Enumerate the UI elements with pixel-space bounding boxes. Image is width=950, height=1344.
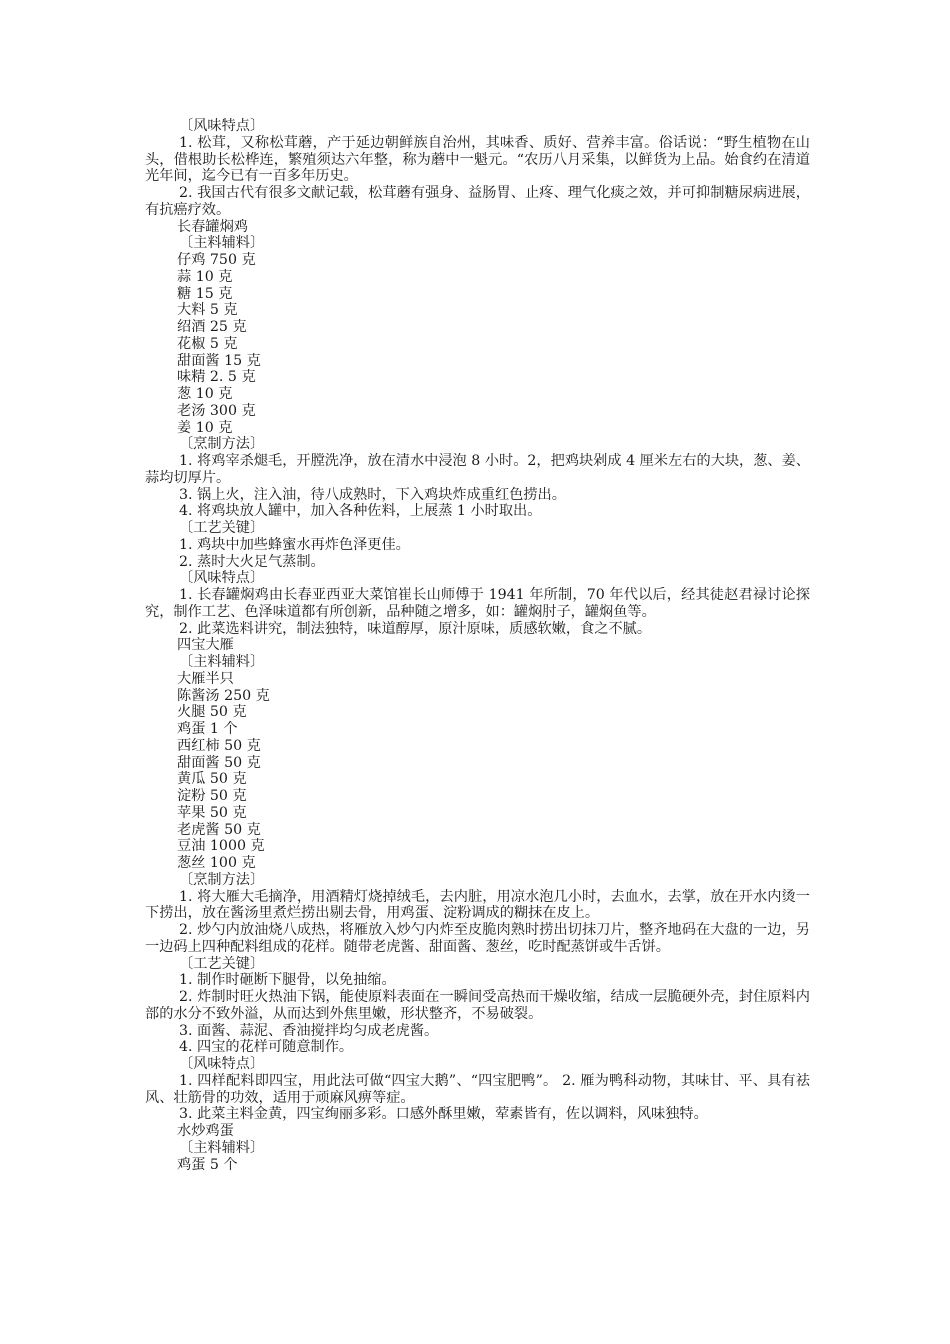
text-line: 豆油 1000 克: [177, 838, 265, 855]
text-line: 味精 2. 5 克: [177, 369, 256, 386]
document-body: [145, 118, 810, 1173]
text-line: 鸡蛋 5 个: [177, 1156, 238, 1173]
paragraph: 2. 蒸时大火足气蒸制。: [179, 553, 325, 570]
paragraph: 1. 四样配料即四宝，用此法可做“四宝大鹅”、“四宝肥鸭”。 2. 雁为鸭科动物，其味甘、平、具有祛风、壮筋骨的功效，适用于顽麻风痹等症。: [145, 1072, 810, 1106]
paragraph: 2. 炒勺内放油烧八成热，将雁放入炒勺内炸至皮脆肉熟时捞出切抹刀片，整齐地码在大盘的一边，另一边码上四种配料组成的花样。随带老虎酱、甜面酱、葱丝，吃时配蒸饼或牛舌饼。: [145, 922, 810, 955]
text-line: 大料 5 克: [177, 302, 238, 319]
text-line: 长春罐焖鸡: [177, 218, 248, 235]
text-line: 〔烹制方法〕: [179, 436, 265, 453]
text-line: 〔风味特点〕: [179, 570, 265, 587]
text-line: 〔烹制方法〕: [179, 871, 265, 888]
text-line: 〔风味特点〕: [179, 118, 265, 134]
text-line: 陈酱汤 250 克: [177, 687, 270, 704]
text-line: 老虎酱 50 克: [177, 821, 261, 838]
text-line: 姜 10 克: [177, 419, 233, 436]
text-line: 西红柿 50 克: [177, 737, 261, 754]
text-line: 〔主料辅料〕: [179, 1139, 265, 1156]
paragraph: 3. 锅上火，注入油，待八成熟时，下入鸡块炸成重红色捞出。: [179, 486, 566, 503]
text-line: 蒜 10 克: [177, 268, 233, 285]
text-line: 〔主料辅料〕: [179, 235, 265, 252]
text-line: 〔工艺关键〕: [179, 520, 265, 536]
text-line: 仔鸡 750 克: [177, 252, 256, 268]
text-line: 〔主料辅料〕: [179, 654, 265, 670]
paragraph: 1. 鸡块中加些蜂蜜水再炸色泽更佳。: [179, 536, 410, 553]
paragraph: 4. 将鸡块放人罐中，加入各种佐料，上展蒸 1 小时取出。: [179, 503, 542, 520]
text-line: 甜面酱 15 克: [177, 352, 261, 369]
text-line: 四宝大雁: [177, 637, 234, 654]
text-line: 水炒鸡蛋: [177, 1123, 234, 1139]
text-line: 葱丝 100 克: [177, 855, 256, 871]
text-line: 甜面酱 50 克: [177, 754, 261, 771]
text-line: 糖 15 克: [177, 285, 233, 302]
paragraph: 1. 将大雁大毛摘净，用酒精灯烧掉绒毛，去内脏，用凉水泡几小时，去血水，去掌，放在开水内烫一下捞出，放在酱汤里煮烂捞出剔去骨，用鸡蛋、淀粉调成的糊抹在皮上。: [145, 888, 810, 922]
paragraph: 2. 炸制时旺火热油下锅，能使原料表面在一瞬间受高热而干燥收缩，结成一层脆硬外壳，封住原料内部的水分不致外溢，从而达到外焦里嫩，形状整齐，不易破裂。: [145, 989, 810, 1022]
text-line: 火腿 50 克: [177, 704, 247, 721]
paragraph: 1. 将鸡宰杀煺毛，开膛洗净，放在清水中浸泡 8 小时。2，把鸡块剁成 4 厘米左右的大块，葱、姜、蒜均切厚片。: [145, 453, 810, 486]
paragraph: 3. 面酱、蒜泥、香油搅拌均匀成老虎酱。: [179, 1022, 439, 1039]
paragraph: 3. 此菜主料金黄，四宝绚丽多彩。口感外酥里嫩，荤素皆有，佐以调料，风味独特。: [179, 1106, 708, 1123]
text-line: 绍酒 25 克: [177, 319, 247, 335]
text-line: 淀粉 50 克: [177, 788, 247, 804]
paragraph: 2. 我国古代有很多文献记载，松茸蘑有强身、益肠胃、止疼、理气化痰之效，并可抑制糖尿病进展，有抗癌疗效。: [145, 185, 810, 218]
text-line: 葱 10 克: [177, 386, 233, 402]
paragraph: 2. 此菜选料讲究，制法独特，味道醇厚，原汁原味，质感软嫩，食之不腻。: [179, 620, 652, 637]
text-line: 〔风味特点〕: [179, 1056, 265, 1072]
paragraph: 1. 长春罐焖鸡由长春亚西亚大菜馆崔长山师傅于 1941 年所制，70 年代以后，经其徒赵君禄讨论探究，制作工艺、色泽味道都有所创新，品种随之增多，如：罐焖肘子，罐焖鱼等。: [145, 587, 810, 620]
text-line: 老汤 300 克: [177, 402, 256, 419]
text-line: 苹果 50 克: [177, 804, 247, 821]
text-line: 大雁半只: [177, 670, 234, 687]
text-line: 黄瓜 50 克: [177, 771, 247, 788]
text-line: 鸡蛋 1 个: [177, 721, 238, 737]
text-line: 花椒 5 克: [177, 335, 238, 352]
text-line: 〔工艺关键〕: [179, 955, 265, 972]
paragraph: 4. 四宝的花样可随意制作。: [179, 1039, 354, 1056]
paragraph: 1. 松茸，又称松茸蘑，产于延边朝鲜族自治州，其味香、质好、营养丰富。俗话说：“野生植物在山头，借根助长松桦连，繁殖须达六年整，称为蘑中一魁元。“农历八月采集，以鲜货为上品。始食约在清道光年间，迄今已有一百多年历史。: [145, 134, 810, 185]
paragraph: 1. 制作时砸断下腿骨，以免抽缩。: [179, 972, 396, 989]
